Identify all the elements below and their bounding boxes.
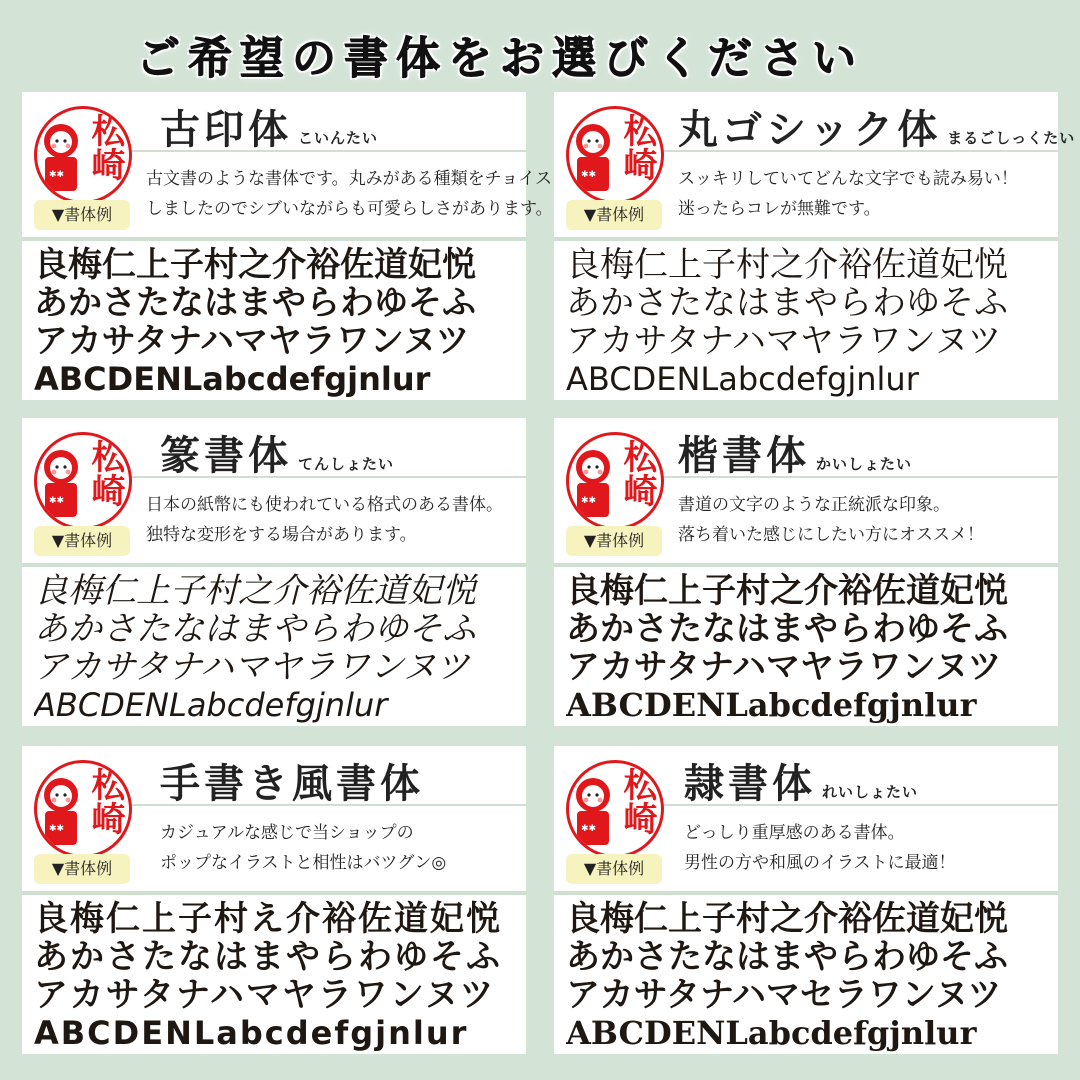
font-sample: 良梅仁上子村之介裕佐道妃悦 あかさたなはまやらわゆそふ アカサタナハマヤラワンヌツ ABCDENLabcdefgjnlur <box>566 572 1008 724</box>
font-card-koin[interactable] <box>22 92 553 400</box>
font-name: 丸ゴシック体 <box>678 107 942 153</box>
stamp-name: 松崎 <box>617 767 657 835</box>
svg-text:✱✱: ✱✱ <box>49 824 65 834</box>
font-description: カジュアルな感じで当ショップの ポップなイラストと相性はバツグン◎ <box>160 823 447 873</box>
example-tag: ▼書体例 <box>566 526 662 556</box>
daruma-doll-icon <box>573 119 613 193</box>
stamp-name: 松崎 <box>617 113 657 181</box>
stamp-name: 松崎 <box>85 767 125 835</box>
font-description: スッキリしていてどんな文字でも読み易い！ 迷ったらコレが無難です。 <box>678 169 1018 219</box>
font-reading: てんしょたい <box>298 455 395 473</box>
font-sample: 良梅仁上子村之介裕佐道妃悦 あかさたなはまやらわゆそふ アカサタナハマヤラワンヌツ ABCDENLabcdefgjnlur <box>34 246 476 398</box>
font-sample: 良梅仁上子村え介裕佐道妃悦 あかさたなはまやらわゆそふ アカサタナハマヤラワンヌツ ABCDENLabcdefgjnlur <box>34 900 502 1052</box>
stamp-preview <box>34 106 132 204</box>
example-tag: ▼書体例 <box>34 200 130 230</box>
font-reading: まるごしっくたい <box>947 129 1076 147</box>
stamp-preview <box>566 106 664 204</box>
font-card-reisho[interactable] <box>554 746 1058 1054</box>
stamp-name: 松崎 <box>617 439 657 507</box>
svg-text:✱✱: ✱✱ <box>581 824 597 834</box>
svg-text:✱✱: ✱✱ <box>581 170 597 180</box>
svg-text:✱✱: ✱✱ <box>49 170 65 180</box>
svg-text:✱✱: ✱✱ <box>49 496 65 506</box>
stamp-preview <box>34 432 132 530</box>
font-sample: 良梅仁上子村之介裕佐道妃悦 あかさたなはまやらわゆそふ アカサタナハマヤラワンヌツ ABCDENLabcdefgjnlur <box>566 246 1008 398</box>
example-tag: ▼書体例 <box>34 526 130 556</box>
page-title: ご希望の書体をお選びください <box>136 33 864 84</box>
font-reading: かいしょたい <box>816 455 913 473</box>
example-tag: ▼書体例 <box>34 854 130 884</box>
font-description: 古文書のような書体です。丸みがある種類をチョイス しましたのでシブいながらも可愛らしさがあります。 <box>146 169 553 219</box>
font-name: 隷書体 <box>684 761 816 807</box>
font-name: 手書き風書体 <box>160 761 424 807</box>
font-reading: れいしょたい <box>822 783 919 801</box>
font-card-handwritten[interactable] <box>22 746 526 1054</box>
font-card-tensho[interactable] <box>22 418 526 726</box>
font-description: 書道の文字のような正統派な印象。 落ち着いた感じにしたい方にオススメ！ <box>678 495 984 545</box>
font-card-maru-gothic[interactable] <box>554 92 1076 400</box>
daruma-doll-icon <box>41 773 81 847</box>
font-name: 古印体 <box>160 107 292 153</box>
stamp-preview <box>34 760 132 858</box>
font-name: 篆書体 <box>160 433 292 479</box>
example-tag: ▼書体例 <box>566 200 662 230</box>
stamp-name: 松崎 <box>85 439 125 507</box>
font-card-kaisho[interactable] <box>554 418 1058 726</box>
daruma-doll-icon <box>41 445 81 519</box>
svg-text:✱✱: ✱✱ <box>581 496 597 506</box>
daruma-doll-icon <box>41 119 81 193</box>
stamp-preview <box>566 432 664 530</box>
font-sample: 良梅仁上子村之介裕佐道妃悦 あかさたなはまやらわゆそふ アカサタナハマヤラワンヌツ ABCDENLabcdefgjnlur <box>34 572 476 724</box>
daruma-doll-icon <box>573 773 613 847</box>
font-description: 日本の紙幣にも使われている格式のある書体。 独特な変形をする場合があります。 <box>146 495 503 545</box>
example-tag: ▼書体例 <box>566 854 662 884</box>
daruma-doll-icon <box>573 445 613 519</box>
stamp-name: 松崎 <box>85 113 125 181</box>
font-sample: 良梅仁上子村之介裕佐道妃悦 あかさたなはまやらわゆそふ アカサタナハマセラワンヌツ ABCDENLabcdefgjnlur <box>566 900 1008 1052</box>
font-reading: こいんたい <box>298 129 379 147</box>
font-description: どっしり重厚感のある書体。 男性の方や和風のイラストに最適！ <box>684 823 956 873</box>
stamp-preview <box>566 760 664 858</box>
font-name: 楷書体 <box>678 433 810 479</box>
